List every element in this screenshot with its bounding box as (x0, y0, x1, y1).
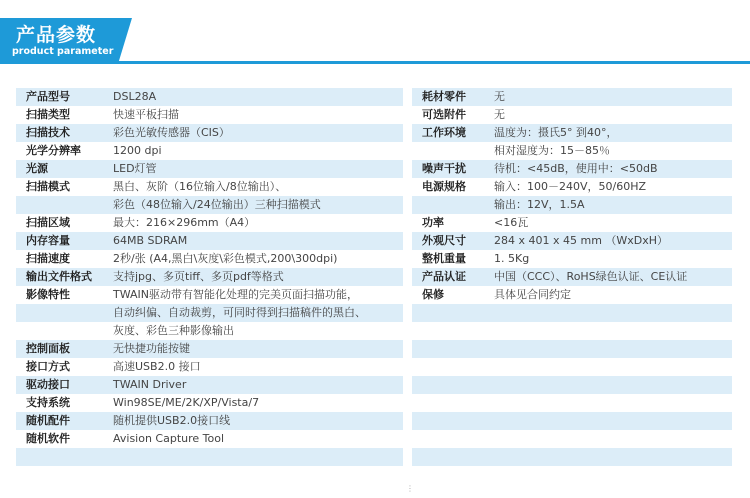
empty-row (16, 448, 403, 466)
spec-value: DSL28A (113, 90, 157, 103)
column-divider (405, 88, 407, 484)
spec-row (16, 268, 403, 286)
spec-label: 产品认证 (422, 270, 466, 283)
spec-row (412, 232, 732, 250)
spec-value: 无快捷功能按键 (113, 342, 190, 355)
spec-row (412, 160, 732, 178)
spec-row (16, 340, 403, 358)
spec-label: 扫描区域 (26, 216, 70, 229)
spec-value: 无 (494, 90, 505, 103)
spec-row (16, 430, 403, 448)
spec-label: 外观尺寸 (422, 234, 466, 247)
spec-value: Avision Capture Tool (113, 432, 225, 445)
spec-value: 284 x 401 x 45 mm （WxDxH） (494, 234, 669, 247)
spec-label: 影像特性 (26, 288, 70, 301)
spec-label: 光源 (26, 162, 48, 175)
empty-row (16, 466, 403, 484)
spec-row (16, 322, 403, 340)
spec-label: 保修 (422, 288, 444, 301)
section-banner (0, 18, 750, 64)
empty-row (412, 412, 732, 430)
spec-label: 扫描类型 (26, 108, 70, 121)
spec-row (412, 106, 732, 124)
spec-value: 中国（CCC）、RoHS绿色认证、CE认证 (494, 270, 688, 283)
spec-label: 驱动接口 (26, 378, 70, 391)
spec-label: 输出文件格式 (26, 270, 92, 283)
spec-value: <16瓦 (494, 216, 529, 229)
spec-label (412, 196, 482, 214)
spec-label: 整机重量 (422, 252, 466, 265)
spec-row (412, 124, 732, 142)
spec-label: 工作环境 (422, 126, 466, 139)
spec-value: 黑白、灰阶（16位输入/8位输出）、 (113, 180, 287, 193)
empty-row (412, 394, 732, 412)
spec-value: 1. 5Kg (494, 252, 530, 265)
spec-value: 输入：100－240V，50/60HZ (494, 180, 647, 193)
spec-value: 彩色（48位输入/24位输出）三种扫描模式 (113, 198, 321, 211)
spec-row (16, 178, 403, 196)
spec-row (16, 232, 403, 250)
spec-row (16, 250, 403, 268)
spec-row (412, 250, 732, 268)
spec-label: 产品型号 (26, 90, 70, 103)
spec-row (412, 286, 732, 304)
section-subtitle: product parameter (12, 46, 114, 57)
spec-row (16, 124, 403, 142)
spec-row (16, 142, 403, 160)
spec-value: 高速USB2.0 接口 (113, 360, 201, 373)
spec-row (16, 106, 403, 124)
spec-value: 自动纠偏、自动裁剪，可同时得到扫描稿件的黑白、 (113, 306, 366, 319)
spec-row (16, 160, 403, 178)
spec-label: 耗材零件 (422, 90, 466, 103)
spec-value: 温度为：摄氏5° 到40°， (494, 126, 618, 139)
spec-label (16, 196, 102, 214)
spec-row (16, 196, 403, 214)
spec-row (16, 376, 403, 394)
spec-label: 噪声干扰 (422, 162, 466, 175)
bottom-mark: ⋮ (406, 484, 414, 493)
spec-row (16, 88, 403, 106)
spec-label: 扫描速度 (26, 252, 70, 265)
spec-value: 最大：216×296mm（A4） (113, 216, 256, 229)
spec-value: 无 (494, 108, 505, 121)
spec-value: 相对湿度为：15－85％ (494, 144, 610, 157)
spec-value: 2秒/张 (A4,黑白\灰度\彩色模式,200\300dpi) (113, 252, 338, 265)
spec-value: TWAIN驱动带有智能化处理的完美页面扫描功能， (113, 288, 358, 301)
spec-value: 64MB SDRAM (113, 234, 188, 247)
spec-row (16, 412, 403, 430)
spec-value: Win98SE/ME/2K/XP/Vista/7 (113, 396, 260, 409)
spec-value: 1200 dpi (113, 144, 162, 157)
spec-row (16, 394, 403, 412)
spec-row (16, 358, 403, 376)
spec-label (16, 322, 102, 340)
empty-row (412, 358, 732, 376)
section-title: 产品参数 (16, 24, 97, 46)
empty-row (412, 430, 732, 448)
banner-underline (118, 61, 750, 64)
spec-value: 随机提供USB2.0接口线 (113, 414, 231, 427)
empty-row (412, 322, 732, 340)
empty-row (412, 304, 732, 322)
empty-row (412, 376, 732, 394)
spec-label: 内存容量 (26, 234, 70, 247)
spec-label: 随机配件 (26, 414, 70, 427)
empty-row (412, 466, 732, 484)
spec-value: 待机：<45dB，使用中：<50dB (494, 162, 658, 175)
spec-label: 光学分辨率 (26, 144, 81, 157)
spec-value: 快速平板扫描 (113, 108, 179, 121)
empty-row (412, 340, 732, 358)
spec-row (412, 88, 732, 106)
spec-label: 接口方式 (26, 360, 70, 373)
spec-label: 功率 (422, 216, 444, 229)
spec-value: 灰度、彩色三种影像输出 (113, 324, 234, 337)
spec-row (412, 142, 732, 160)
spec-value: 支持jpg、多页tiff、多页pdf等格式 (113, 270, 284, 283)
spec-row (16, 214, 403, 232)
spec-label: 扫描模式 (26, 180, 70, 193)
spec-label: 电源规格 (422, 180, 466, 193)
spec-label (412, 142, 482, 160)
spec-label: 扫描技术 (26, 126, 70, 139)
spec-row (16, 286, 403, 304)
spec-label (16, 304, 102, 322)
spec-label: 控制面板 (26, 342, 70, 355)
spec-row (412, 178, 732, 196)
spec-label: 可选附件 (422, 108, 466, 121)
spec-value: TWAIN Driver (113, 378, 187, 391)
banner-tab-notch (118, 18, 132, 64)
spec-row (16, 304, 403, 322)
spec-value: 具体见合同约定 (494, 288, 571, 301)
spec-row (412, 268, 732, 286)
empty-row (412, 448, 732, 466)
spec-table-right (412, 88, 732, 484)
spec-value: 输出：12V，1.5A (494, 198, 585, 211)
spec-row (412, 214, 732, 232)
spec-value: 彩色光敏传感器（CIS） (113, 126, 230, 139)
spec-row (412, 196, 732, 214)
spec-table-left (16, 88, 403, 484)
spec-label: 支持系统 (26, 396, 70, 409)
spec-label: 随机软件 (26, 432, 70, 445)
spec-value: LED灯管 (113, 162, 157, 175)
